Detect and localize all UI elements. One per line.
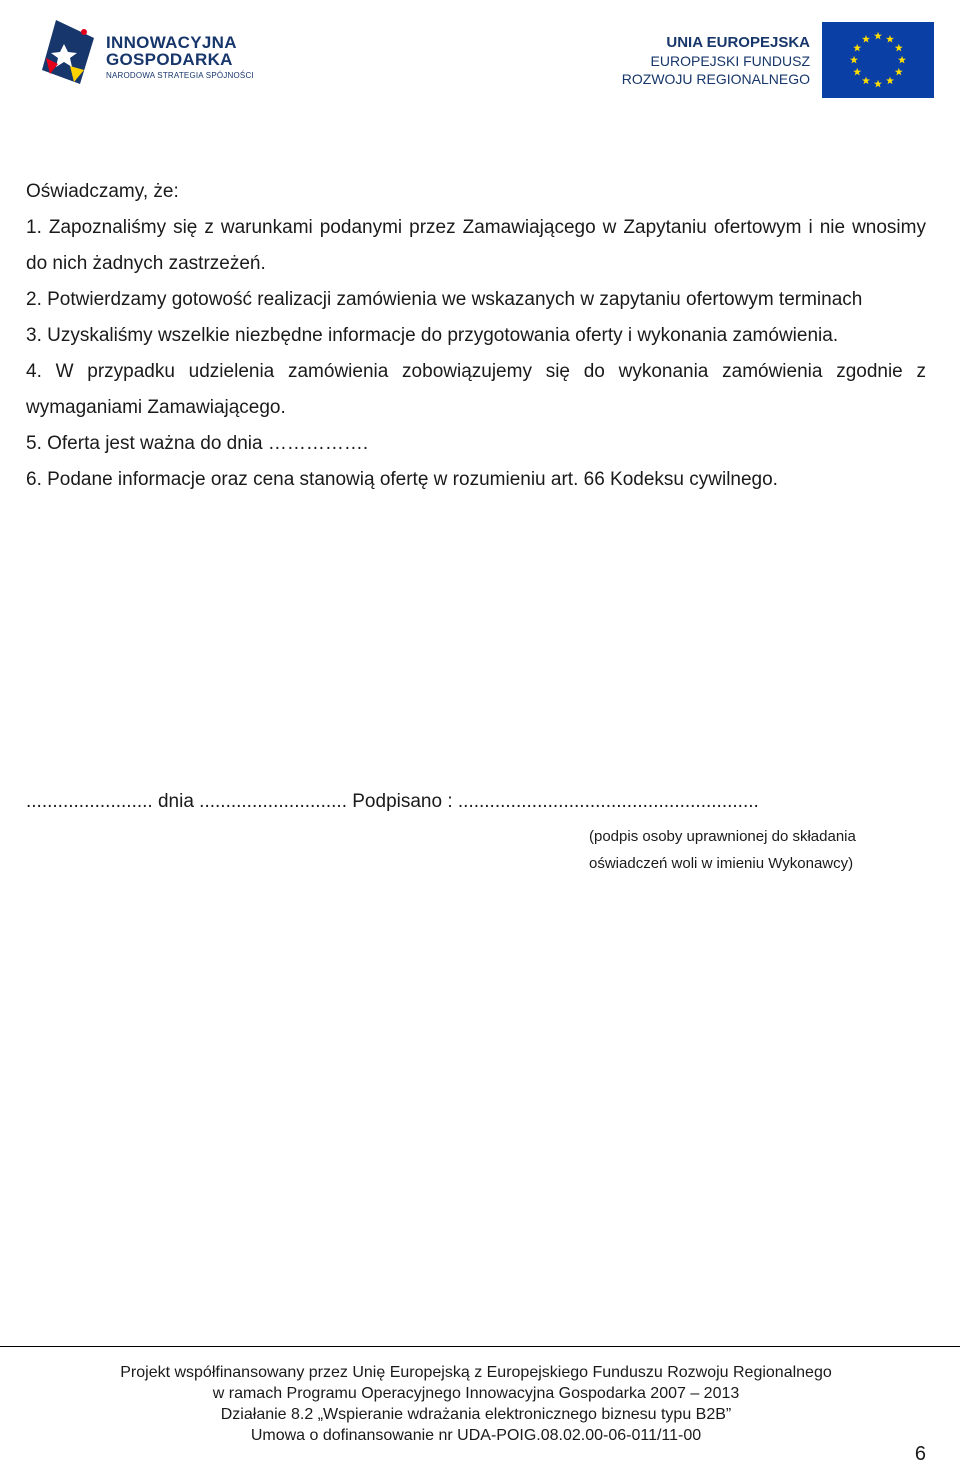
eu-star-icon (895, 68, 903, 76)
eu-star-icon (895, 44, 903, 52)
declaration-item-2: 2. Potwierdzamy gotowość realizacji zamówienia we wskazanych w zapytaniu ofertowym terminach (26, 289, 863, 310)
eu-star-icon (853, 44, 861, 52)
footer (0, 1362, 952, 1446)
signature-note-line-2: oświadczeń woli w imieniu Wykonawcy) (589, 855, 854, 872)
eu-star-icon (862, 35, 870, 43)
page-number: 6 (914, 1443, 926, 1465)
eu-star-icon (874, 32, 882, 40)
declaration-body (26, 174, 926, 498)
logo-line-strategy: NARODOWA STRATEGIA SPÓJNOŚCI (106, 71, 254, 80)
declaration-item-5: 5. Oferta jest ważna do dnia ……………. (26, 433, 369, 454)
declaration-intro: Oświadczamy, że: (26, 181, 179, 202)
innowacyjna-gospodarka-logo (40, 18, 280, 90)
signature-line: ........................ dnia ............................ Podpisano : ......................................................... (26, 791, 759, 812)
eu-fund-logo (614, 22, 934, 98)
declaration-item-4: 4. W przypadku udzielenia zamówienia zobowiązujemy się do wykonania zamówienia zgodnie z wymaganiami Zamawiającego. (26, 361, 926, 418)
declaration-item-3: 3. Uzyskaliśmy wszelkie niezbędne informacje do przygotowania oferty i wykonania zamówienia. (26, 325, 839, 346)
eu-star-icon (886, 35, 894, 43)
star-emblem-icon (40, 18, 104, 90)
signature-note (589, 823, 856, 877)
eu-star-icon (850, 56, 858, 64)
logo-line-unia: UNIA EUROPEJSKA (666, 34, 810, 51)
logo-line-gospodarka: GOSPODARKA (106, 50, 233, 69)
declaration-item-6: 6. Podane informacje oraz cena stanowią ofertę w rozumieniu art. 66 Kodeksu cywilnego. (26, 469, 778, 490)
eu-star-icon (886, 77, 894, 85)
logo-line-rozwoju: ROZWOJU REGIONALNEGO (621, 71, 810, 87)
eu-star-icon (853, 68, 861, 76)
eu-stars-icon (822, 22, 934, 98)
declaration-item-1: 1. Zapoznaliśmy się z warunkami podanymi przez Zamawiającego w Zapytaniu ofertowym i nie wnosimy do nich żadnych zastrzeżeń. (26, 217, 926, 274)
footer-line-2: w ramach Programu Operacyjnego Innowacyjna Gospodarka 2007 – 2013 (212, 1385, 740, 1402)
eu-star-icon (898, 56, 906, 64)
logo-line-innowacyjna: INNOWACYJNA (106, 33, 237, 52)
eu-flag-icon (822, 22, 934, 98)
logo-line-fundusz: EUROPEJSKI FUNDUSZ (650, 53, 810, 69)
eu-star-icon (862, 77, 870, 85)
footer-line-4: Umowa o dofinansowanie nr UDA-POIG.08.02.00-06-011/11-00 (250, 1427, 702, 1444)
signature-note-line-1: (podpis osoby uprawnionej do składania (589, 828, 856, 845)
eu-star-icon (874, 80, 882, 88)
footer-divider (0, 1346, 960, 1347)
footer-line-3: Działanie 8.2 „Wspieranie wdrażania elektronicznego biznesu typu B2B” (220, 1406, 732, 1423)
footer-line-1: Projekt współfinansowany przez Unię Europejską z Europejskiego Funduszu Rozwoju Regionalnego (120, 1364, 832, 1381)
